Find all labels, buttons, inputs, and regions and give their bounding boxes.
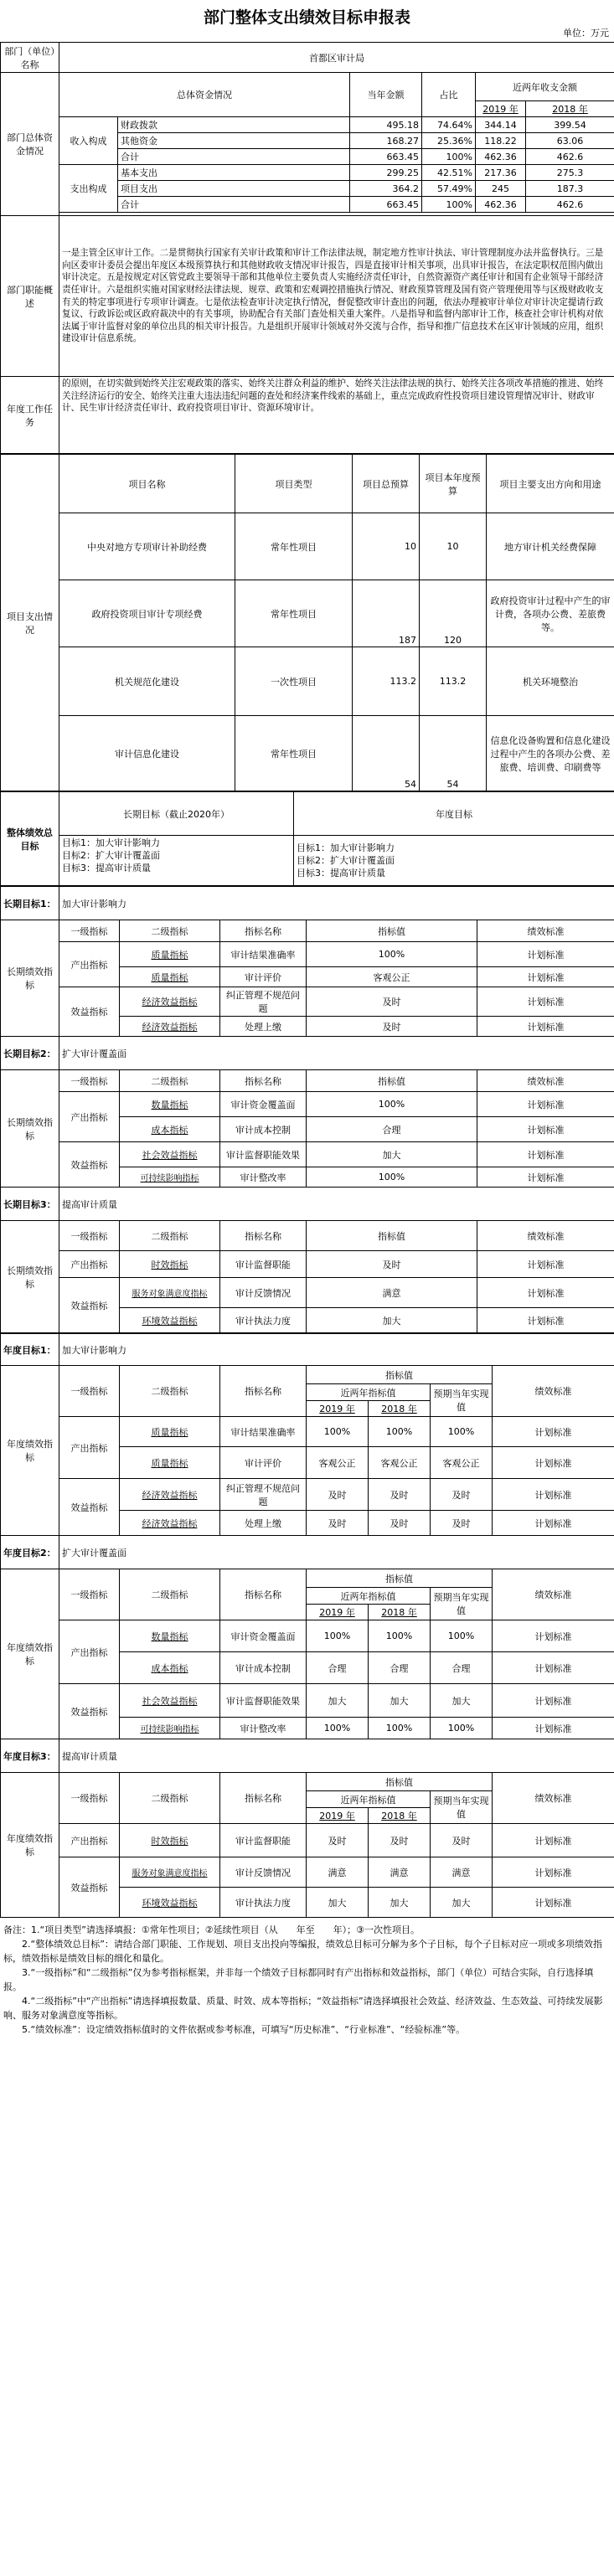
year-2018: 2018 年 bbox=[526, 101, 614, 117]
yt-indicator: 审计执法力度 bbox=[220, 1888, 307, 1918]
yt-value: 加大 bbox=[307, 1684, 369, 1718]
lt-title: 长期目标2： bbox=[1, 1037, 59, 1070]
long-goal-head: 长期目标（截止2020年） bbox=[59, 792, 294, 836]
task-text: 的原则，在切实做到始终关注宏观政策的落实、始终关注群众利益的维护、始终关注法律法规的执行、始终关注各项改革措施的推进、始终关注经济运行的安全、始终关注重大违法违纪问题的查处和经济案件线索的基础上，重点完成政府性投资项目建设管理情况审计、财政审计、民生审计经济责任审计、政府投资项目审计、资源环境审计。 bbox=[59, 377, 614, 454]
yt-level2: 质量指标 bbox=[120, 1447, 220, 1479]
col-pct-header: 占比 bbox=[422, 73, 476, 117]
lt-level2: 可持续影响指标 bbox=[120, 1167, 220, 1188]
yt-level2: 服务对象满意度指标 bbox=[120, 1857, 220, 1888]
yt-header: 绩效标准 bbox=[493, 1569, 614, 1620]
lt-level1: 效益指标 bbox=[59, 1142, 120, 1188]
lt-indicator: 审计监督职能效果 bbox=[220, 1142, 307, 1167]
lt-standard: 计划标准 bbox=[477, 1017, 614, 1037]
proj-type: 一次性项目 bbox=[235, 647, 353, 716]
yt-value: 客观公正 bbox=[369, 1447, 431, 1479]
lt-level2: 数量指标 bbox=[120, 1092, 220, 1117]
yt-standard: 计划标准 bbox=[493, 1888, 614, 1918]
proj-use: 政府投资审计过程中产生的审计费，各项办公费、差旅费等。 bbox=[487, 580, 614, 647]
lt-level2: 成本指标 bbox=[120, 1117, 220, 1142]
yt-value: 加大 bbox=[369, 1888, 431, 1918]
yt-goal: 加大审计影响力 bbox=[59, 1334, 614, 1366]
yt-standard: 计划标准 bbox=[493, 1511, 614, 1536]
goal-table bbox=[0, 791, 614, 886]
yt-header: 预期当年实现值 bbox=[431, 1791, 493, 1824]
yt-level1: 效益指标 bbox=[59, 1684, 120, 1739]
funds-section-label: 部门总体资金情况 bbox=[1, 73, 59, 216]
income-pct: 100% bbox=[422, 149, 476, 165]
yt-header: 指标值 bbox=[307, 1773, 493, 1791]
lt-indicator: 审计监督职能 bbox=[220, 1251, 307, 1278]
yt-expected: 及时 bbox=[431, 1824, 493, 1857]
yt-year: 2019 年 bbox=[307, 1605, 369, 1620]
lt-value: 及时 bbox=[307, 987, 477, 1017]
goal-label: 整体绩效总目标 bbox=[1, 792, 59, 886]
lt-value: 及时 bbox=[307, 1251, 477, 1278]
proj-use: 信息化设备购置和信息化建设过程中产生的各项办公费、差旅费、培训费、印刷费等 bbox=[487, 716, 614, 791]
yt-header: 绩效标准 bbox=[493, 1773, 614, 1824]
lt-value: 加大 bbox=[307, 1142, 477, 1167]
lt-standard: 计划标准 bbox=[477, 987, 614, 1017]
yt-expected: 100% bbox=[431, 1718, 493, 1739]
lt-standard: 计划标准 bbox=[477, 1117, 614, 1142]
yt-level2: 成本指标 bbox=[120, 1652, 220, 1684]
income-pct: 74.64% bbox=[422, 117, 476, 133]
yt-year: 2018 年 bbox=[369, 1808, 431, 1824]
lt-header: 指标名称 bbox=[220, 1070, 307, 1092]
proj-name: 审计信息化建设 bbox=[59, 716, 235, 791]
lt-indicator: 审计资金覆盖面 bbox=[220, 1092, 307, 1117]
lt-level2: 经济效益指标 bbox=[120, 987, 220, 1017]
yt-header: 一级指标 bbox=[59, 1569, 120, 1620]
lt-header: 二级指标 bbox=[120, 920, 220, 942]
lt-level2: 质量指标 bbox=[120, 967, 220, 987]
lt-level2: 时效指标 bbox=[120, 1251, 220, 1278]
yt-value: 及时 bbox=[307, 1479, 369, 1511]
duty-label: 部门职能概述 bbox=[1, 216, 59, 377]
annual-table bbox=[0, 1333, 614, 1918]
expense-name: 合计 bbox=[118, 197, 350, 213]
lt-standard: 计划标准 bbox=[477, 1092, 614, 1117]
lt-level1: 效益指标 bbox=[59, 1278, 120, 1333]
yt-level2: 时效指标 bbox=[120, 1824, 220, 1857]
expense-name: 项目支出 bbox=[118, 181, 350, 197]
lt-header: 指标值 bbox=[307, 1221, 477, 1251]
yt-value: 满意 bbox=[369, 1857, 431, 1888]
yt-header: 二级指标 bbox=[120, 1569, 220, 1620]
lt-indicator: 审计结果准确率 bbox=[220, 942, 307, 967]
yt-value: 100% bbox=[307, 1620, 369, 1652]
yt-title: 年度目标2： bbox=[1, 1536, 59, 1569]
proj-header: 项目名称 bbox=[59, 455, 235, 513]
lt-value: 及时 bbox=[307, 1017, 477, 1037]
yt-level2: 环境效益指标 bbox=[120, 1888, 220, 1918]
yt-level1: 产出指标 bbox=[59, 1620, 120, 1684]
yt-header: 二级指标 bbox=[120, 1773, 220, 1824]
yt-value: 100% bbox=[369, 1417, 431, 1447]
yt-level2: 经济效益指标 bbox=[120, 1479, 220, 1511]
yt-value: 加大 bbox=[369, 1684, 431, 1718]
income-amount: 495.18 bbox=[350, 117, 422, 133]
lt-level2: 环境效益指标 bbox=[120, 1308, 220, 1333]
lt-side: 长期绩效指标 bbox=[1, 1070, 59, 1188]
lt-standard: 计划标准 bbox=[477, 1142, 614, 1167]
note-line: 2.“整体绩效总目标”：请结合部门职能、工作规划、项目支出投向等编报，绩效总目标可分解为多个子目标，每个子目标对应一项或多项绩效指标，绩效指标是绩效目标的细化和量化。 bbox=[3, 1939, 602, 1964]
expense-amount: 364.2 bbox=[350, 181, 422, 197]
proj-header: 项目主要支出方向和用途 bbox=[487, 455, 614, 513]
yt-side: 年度绩效指标 bbox=[1, 1773, 59, 1918]
yt-header: 近两年指标值 bbox=[307, 1384, 431, 1401]
yt-value: 100% bbox=[307, 1417, 369, 1447]
note-line: 3.“一级指标”和“二级指标”仅为参考指标框架，并非每一个绩效子目标都同时有产出指标和效益指标，部门（单位）可结合实际，自行选择填报。 bbox=[3, 1967, 594, 1992]
yt-header: 近两年指标值 bbox=[307, 1588, 431, 1605]
yt-indicator: 审计整改率 bbox=[220, 1718, 307, 1739]
income-pct: 25.36% bbox=[422, 133, 476, 149]
expense-2018: 275.3 bbox=[526, 165, 614, 181]
proj-name: 中央对地方专项审计补助经费 bbox=[59, 513, 235, 580]
yt-year: 2018 年 bbox=[369, 1401, 431, 1417]
yt-year: 2019 年 bbox=[307, 1808, 369, 1824]
lt-header: 绩效标准 bbox=[477, 920, 614, 942]
proj-type: 常年性项目 bbox=[235, 513, 353, 580]
yt-level2: 数量指标 bbox=[120, 1620, 220, 1652]
lt-value: 100% bbox=[307, 1167, 477, 1188]
yt-expected: 加大 bbox=[431, 1684, 493, 1718]
lt-side: 长期绩效指标 bbox=[1, 920, 59, 1037]
lt-header: 一级指标 bbox=[59, 1070, 120, 1092]
expense-amount: 299.25 bbox=[350, 165, 422, 181]
lt-level2: 服务对象满意度指标 bbox=[120, 1278, 220, 1308]
yt-value: 及时 bbox=[369, 1479, 431, 1511]
lt-header: 绩效标准 bbox=[477, 1070, 614, 1092]
year-goal-item: 目标2：扩大审计覆盖面 bbox=[297, 855, 395, 866]
yt-value: 及时 bbox=[307, 1511, 369, 1536]
yt-value: 合理 bbox=[307, 1652, 369, 1684]
proj-use: 机关环境整治 bbox=[487, 647, 614, 716]
expense-pct: 42.51% bbox=[422, 165, 476, 181]
expense-2018: 462.6 bbox=[526, 197, 614, 213]
lt-indicator: 审计成本控制 bbox=[220, 1117, 307, 1142]
yt-expected: 合理 bbox=[431, 1652, 493, 1684]
lt-title: 长期目标1： bbox=[1, 887, 59, 920]
yt-expected: 100% bbox=[431, 1620, 493, 1652]
income-name: 合计 bbox=[118, 149, 350, 165]
proj-total: 54 bbox=[353, 716, 420, 791]
yt-indicator: 审计反馈情况 bbox=[220, 1857, 307, 1888]
lt-standard: 计划标准 bbox=[477, 1278, 614, 1308]
proj-header: 项目总预算 bbox=[353, 455, 420, 513]
income-2019: 344.14 bbox=[476, 117, 526, 133]
yt-level2: 质量指标 bbox=[120, 1417, 220, 1447]
lt-header: 绩效标准 bbox=[477, 1221, 614, 1251]
yt-standard: 计划标准 bbox=[493, 1684, 614, 1718]
yt-indicator: 审计监督职能 bbox=[220, 1824, 307, 1857]
task-label: 年度工作任务 bbox=[1, 377, 59, 454]
proj-year: 54 bbox=[420, 716, 487, 791]
yt-header: 绩效标准 bbox=[493, 1366, 614, 1417]
lt-level2: 质量指标 bbox=[120, 942, 220, 967]
lt-indicator: 审计整改率 bbox=[220, 1167, 307, 1188]
proj-year: 113.2 bbox=[420, 647, 487, 716]
proj-year: 10 bbox=[420, 513, 487, 580]
income-label: 收入构成 bbox=[59, 117, 118, 165]
year-goal-item: 目标3：提高审计质量 bbox=[297, 868, 385, 878]
yt-expected: 及时 bbox=[431, 1479, 493, 1511]
yt-header: 二级指标 bbox=[120, 1366, 220, 1417]
yt-header: 指标名称 bbox=[220, 1569, 307, 1620]
yt-side: 年度绩效指标 bbox=[1, 1569, 59, 1739]
yt-value: 及时 bbox=[369, 1511, 431, 1536]
proj-type: 常年性项目 bbox=[235, 580, 353, 647]
income-2019: 118.22 bbox=[476, 133, 526, 149]
proj-type: 常年性项目 bbox=[235, 716, 353, 791]
lt-header: 指标值 bbox=[307, 1070, 477, 1092]
year-goal-item: 目标1：加大审计影响力 bbox=[297, 842, 395, 853]
proj-label: 项目支出情况 bbox=[1, 455, 59, 791]
lt-goal: 加大审计影响力 bbox=[59, 887, 614, 920]
yt-value: 100% bbox=[369, 1620, 431, 1652]
yt-side: 年度绩效指标 bbox=[1, 1366, 59, 1536]
yt-indicator: 处理上缴 bbox=[220, 1511, 307, 1536]
lt-indicator: 纠正管理不规范问题 bbox=[220, 987, 307, 1017]
income-amount: 663.45 bbox=[350, 149, 422, 165]
yt-header: 预期当年实现值 bbox=[431, 1384, 493, 1417]
yt-indicator: 审计资金覆盖面 bbox=[220, 1620, 307, 1652]
col-recent-header: 近两年收支金额 bbox=[476, 73, 614, 101]
duty-text: 一是主管全区审计工作。二是贯彻执行国家有关审计政策和审计工作法律法规，制定地方性审计执法、审计管理制度办法并监督执行。三是向区委审计委员会提出年度区本级预算执行和其他财政收支情况审计报告，四是直接审计相关事项，出具审计报告，在法定职权范围内做出审计决定。五是按规定对区管党政主要领导干部和其他单位主要负责人实施经济责任审计，自然资源资产离任审计和国有企业领导干部经济责任审计。六是组织实施对国家财经法律法规、规章、政策和宏观调控措施执行情况、财政预算管理及国有资产管理使用等与区级财政收支有关的特定事项进行专项审计调查。七是依法检查审计决定执行情况，督促整改审计查出的问题，依法办理被审计单位对审计决定提请行政复议、行政诉讼或区政府裁决中的有关事项，协助配合有关部门查处相关重大案件。八是指导和监督内部审计工作，核查社会审计机构对依法属于审计监督对象的单位出具的相关审计报告。九是组织开展审计领域对外交流与合作，指导和推广信息技术在区审计领域的应用，组织建设审计信息系统。 bbox=[59, 216, 614, 377]
yt-header: 一级指标 bbox=[59, 1366, 120, 1417]
income-2018: 399.54 bbox=[526, 117, 614, 133]
yt-standard: 计划标准 bbox=[493, 1620, 614, 1652]
income-2019: 462.36 bbox=[476, 149, 526, 165]
lt-standard: 计划标准 bbox=[477, 1167, 614, 1188]
lt-header: 二级指标 bbox=[120, 1221, 220, 1251]
notes bbox=[0, 1918, 614, 2042]
expense-2019: 217.36 bbox=[476, 165, 526, 181]
year-2019: 2019 年 bbox=[476, 101, 526, 117]
yt-expected: 加大 bbox=[431, 1888, 493, 1918]
yt-goal: 提高审计质量 bbox=[59, 1739, 614, 1773]
proj-name: 政府投资项目审计专项经费 bbox=[59, 580, 235, 647]
expense-label: 支出构成 bbox=[59, 165, 118, 213]
lt-value: 合理 bbox=[307, 1117, 477, 1142]
col-total-header: 总体资金情况 bbox=[59, 73, 350, 117]
yt-value: 100% bbox=[307, 1718, 369, 1739]
yt-goal: 扩大审计覆盖面 bbox=[59, 1536, 614, 1569]
proj-name: 机关规范化建设 bbox=[59, 647, 235, 716]
long-goal-item: 目标3：提高审计质量 bbox=[62, 863, 151, 873]
income-2018: 462.6 bbox=[526, 149, 614, 165]
lt-header: 指标值 bbox=[307, 920, 477, 942]
lt-header: 指标名称 bbox=[220, 920, 307, 942]
lt-title: 长期目标3： bbox=[1, 1188, 59, 1221]
lt-value: 100% bbox=[307, 942, 477, 967]
yt-standard: 计划标准 bbox=[493, 1718, 614, 1739]
income-name: 财政拨款 bbox=[118, 117, 350, 133]
yt-value: 客观公正 bbox=[307, 1447, 369, 1479]
lt-indicator: 处理上缴 bbox=[220, 1017, 307, 1037]
unit-label: 单位：万元 bbox=[563, 28, 609, 39]
yt-level2: 可持续影响指标 bbox=[120, 1718, 220, 1739]
lt-value: 100% bbox=[307, 1092, 477, 1117]
lt-level2: 经济效益指标 bbox=[120, 1017, 220, 1037]
lt-standard: 计划标准 bbox=[477, 1308, 614, 1333]
proj-header: 项目类型 bbox=[235, 455, 353, 513]
yt-year: 2019 年 bbox=[307, 1401, 369, 1417]
yt-header: 预期当年实现值 bbox=[431, 1588, 493, 1620]
yt-standard: 计划标准 bbox=[493, 1652, 614, 1684]
yt-level1: 效益指标 bbox=[59, 1857, 120, 1918]
expense-pct: 57.49% bbox=[422, 181, 476, 197]
yt-level1: 效益指标 bbox=[59, 1479, 120, 1536]
lt-value: 满意 bbox=[307, 1278, 477, 1308]
lt-header: 一级指标 bbox=[59, 1221, 120, 1251]
expense-2019: 245 bbox=[476, 181, 526, 197]
yt-expected: 满意 bbox=[431, 1857, 493, 1888]
lt-level1: 产出指标 bbox=[59, 1251, 120, 1278]
page-title: 部门整体支出绩效目标申报表 bbox=[203, 8, 410, 27]
project-table bbox=[0, 454, 614, 791]
income-2018: 63.06 bbox=[526, 133, 614, 149]
dept-name: 首都区审计局 bbox=[59, 43, 614, 73]
long-goal-item: 目标2：扩大审计覆盖面 bbox=[62, 850, 160, 861]
lt-goal: 扩大审计覆盖面 bbox=[59, 1037, 614, 1070]
yt-header: 指标名称 bbox=[220, 1366, 307, 1417]
year-goal-head: 年度目标 bbox=[294, 792, 614, 836]
note-line: 5.“绩效标准”：设定绩效指标值时的文件依据或参考标准，可填写“历史标准”、“行业标准”、“经验标准”等。 bbox=[3, 2024, 466, 2035]
income-name: 其他资金 bbox=[118, 133, 350, 149]
long-goal-item: 目标1：加大审计影响力 bbox=[62, 837, 160, 848]
yt-standard: 计划标准 bbox=[493, 1824, 614, 1857]
proj-header: 项目本年度预算 bbox=[420, 455, 487, 513]
lt-indicator: 审计执法力度 bbox=[220, 1308, 307, 1333]
lt-standard: 计划标准 bbox=[477, 967, 614, 987]
yt-header: 指标值 bbox=[307, 1569, 493, 1588]
yt-title: 年度目标1： bbox=[1, 1334, 59, 1366]
lt-level1: 产出指标 bbox=[59, 1092, 120, 1142]
yt-header: 指标名称 bbox=[220, 1773, 307, 1824]
yt-header: 一级指标 bbox=[59, 1773, 120, 1824]
lt-standard: 计划标准 bbox=[477, 1251, 614, 1278]
yt-expected: 及时 bbox=[431, 1511, 493, 1536]
yt-header: 近两年指标值 bbox=[307, 1791, 431, 1808]
proj-use: 地方审计机关经费保障 bbox=[487, 513, 614, 580]
yt-level2: 经济效益指标 bbox=[120, 1511, 220, 1536]
lt-header: 二级指标 bbox=[120, 1070, 220, 1092]
long-term-table bbox=[0, 886, 614, 1333]
lt-level2: 社会效益指标 bbox=[120, 1142, 220, 1167]
note-line: 备注：1.“项目类型”请选择填报：①常年性项目；②延续性项目（从 年至 年）；③一次性项目。 bbox=[3, 1924, 420, 1935]
yt-header: 指标值 bbox=[307, 1366, 493, 1384]
yt-level2: 社会效益指标 bbox=[120, 1684, 220, 1718]
expense-2018: 187.3 bbox=[526, 181, 614, 197]
dept-label: 部门（单位）名称 bbox=[1, 43, 59, 73]
yt-indicator: 纠正管理不规范问题 bbox=[220, 1479, 307, 1511]
yt-value: 满意 bbox=[307, 1857, 369, 1888]
lt-header: 指标名称 bbox=[220, 1221, 307, 1251]
yt-indicator: 审计成本控制 bbox=[220, 1652, 307, 1684]
yt-expected: 100% bbox=[431, 1417, 493, 1447]
yt-indicator: 审计结果准确率 bbox=[220, 1417, 307, 1447]
lt-goal: 提高审计质量 bbox=[59, 1188, 614, 1221]
yt-value: 及时 bbox=[369, 1824, 431, 1857]
yt-value: 加大 bbox=[307, 1888, 369, 1918]
yt-standard: 计划标准 bbox=[493, 1447, 614, 1479]
yt-value: 100% bbox=[369, 1718, 431, 1739]
yt-standard: 计划标准 bbox=[493, 1417, 614, 1447]
lt-header: 一级指标 bbox=[59, 920, 120, 942]
expense-2019: 462.36 bbox=[476, 197, 526, 213]
proj-total: 10 bbox=[353, 513, 420, 580]
expense-pct: 100% bbox=[422, 197, 476, 213]
funds-table bbox=[0, 42, 614, 454]
yt-year: 2018 年 bbox=[369, 1605, 431, 1620]
yt-standard: 计划标准 bbox=[493, 1479, 614, 1511]
yt-value: 合理 bbox=[369, 1652, 431, 1684]
proj-total: 113.2 bbox=[353, 647, 420, 716]
col-amount-header: 当年金额 bbox=[350, 73, 422, 117]
yt-expected: 客观公正 bbox=[431, 1447, 493, 1479]
expense-amount: 663.45 bbox=[350, 197, 422, 213]
proj-year: 120 bbox=[420, 580, 487, 647]
lt-level1: 产出指标 bbox=[59, 942, 120, 987]
lt-indicator: 审计反馈情况 bbox=[220, 1278, 307, 1308]
yt-indicator: 审计评价 bbox=[220, 1447, 307, 1479]
lt-standard: 计划标准 bbox=[477, 942, 614, 967]
yt-value: 及时 bbox=[307, 1824, 369, 1857]
lt-value: 加大 bbox=[307, 1308, 477, 1333]
expense-name: 基本支出 bbox=[118, 165, 350, 181]
lt-level1: 效益指标 bbox=[59, 987, 120, 1037]
yt-level1: 产出指标 bbox=[59, 1417, 120, 1479]
yt-standard: 计划标准 bbox=[493, 1857, 614, 1888]
yt-level1: 产出指标 bbox=[59, 1824, 120, 1857]
proj-total: 187 bbox=[353, 580, 420, 647]
lt-indicator: 审计评价 bbox=[220, 967, 307, 987]
lt-side: 长期绩效指标 bbox=[1, 1221, 59, 1333]
yt-title: 年度目标3： bbox=[1, 1739, 59, 1773]
lt-value: 客观公正 bbox=[307, 967, 477, 987]
yt-indicator: 审计监督职能效果 bbox=[220, 1684, 307, 1718]
income-amount: 168.27 bbox=[350, 133, 422, 149]
note-line: 4.“二级指标”中“产出指标”请选择填报数量、质量、时效、成本等指标；“效益指标”请选择填报社会效益、经济效益、生态效益、可持续发展影响、服务对象满意度等指标。 bbox=[3, 1996, 603, 2021]
